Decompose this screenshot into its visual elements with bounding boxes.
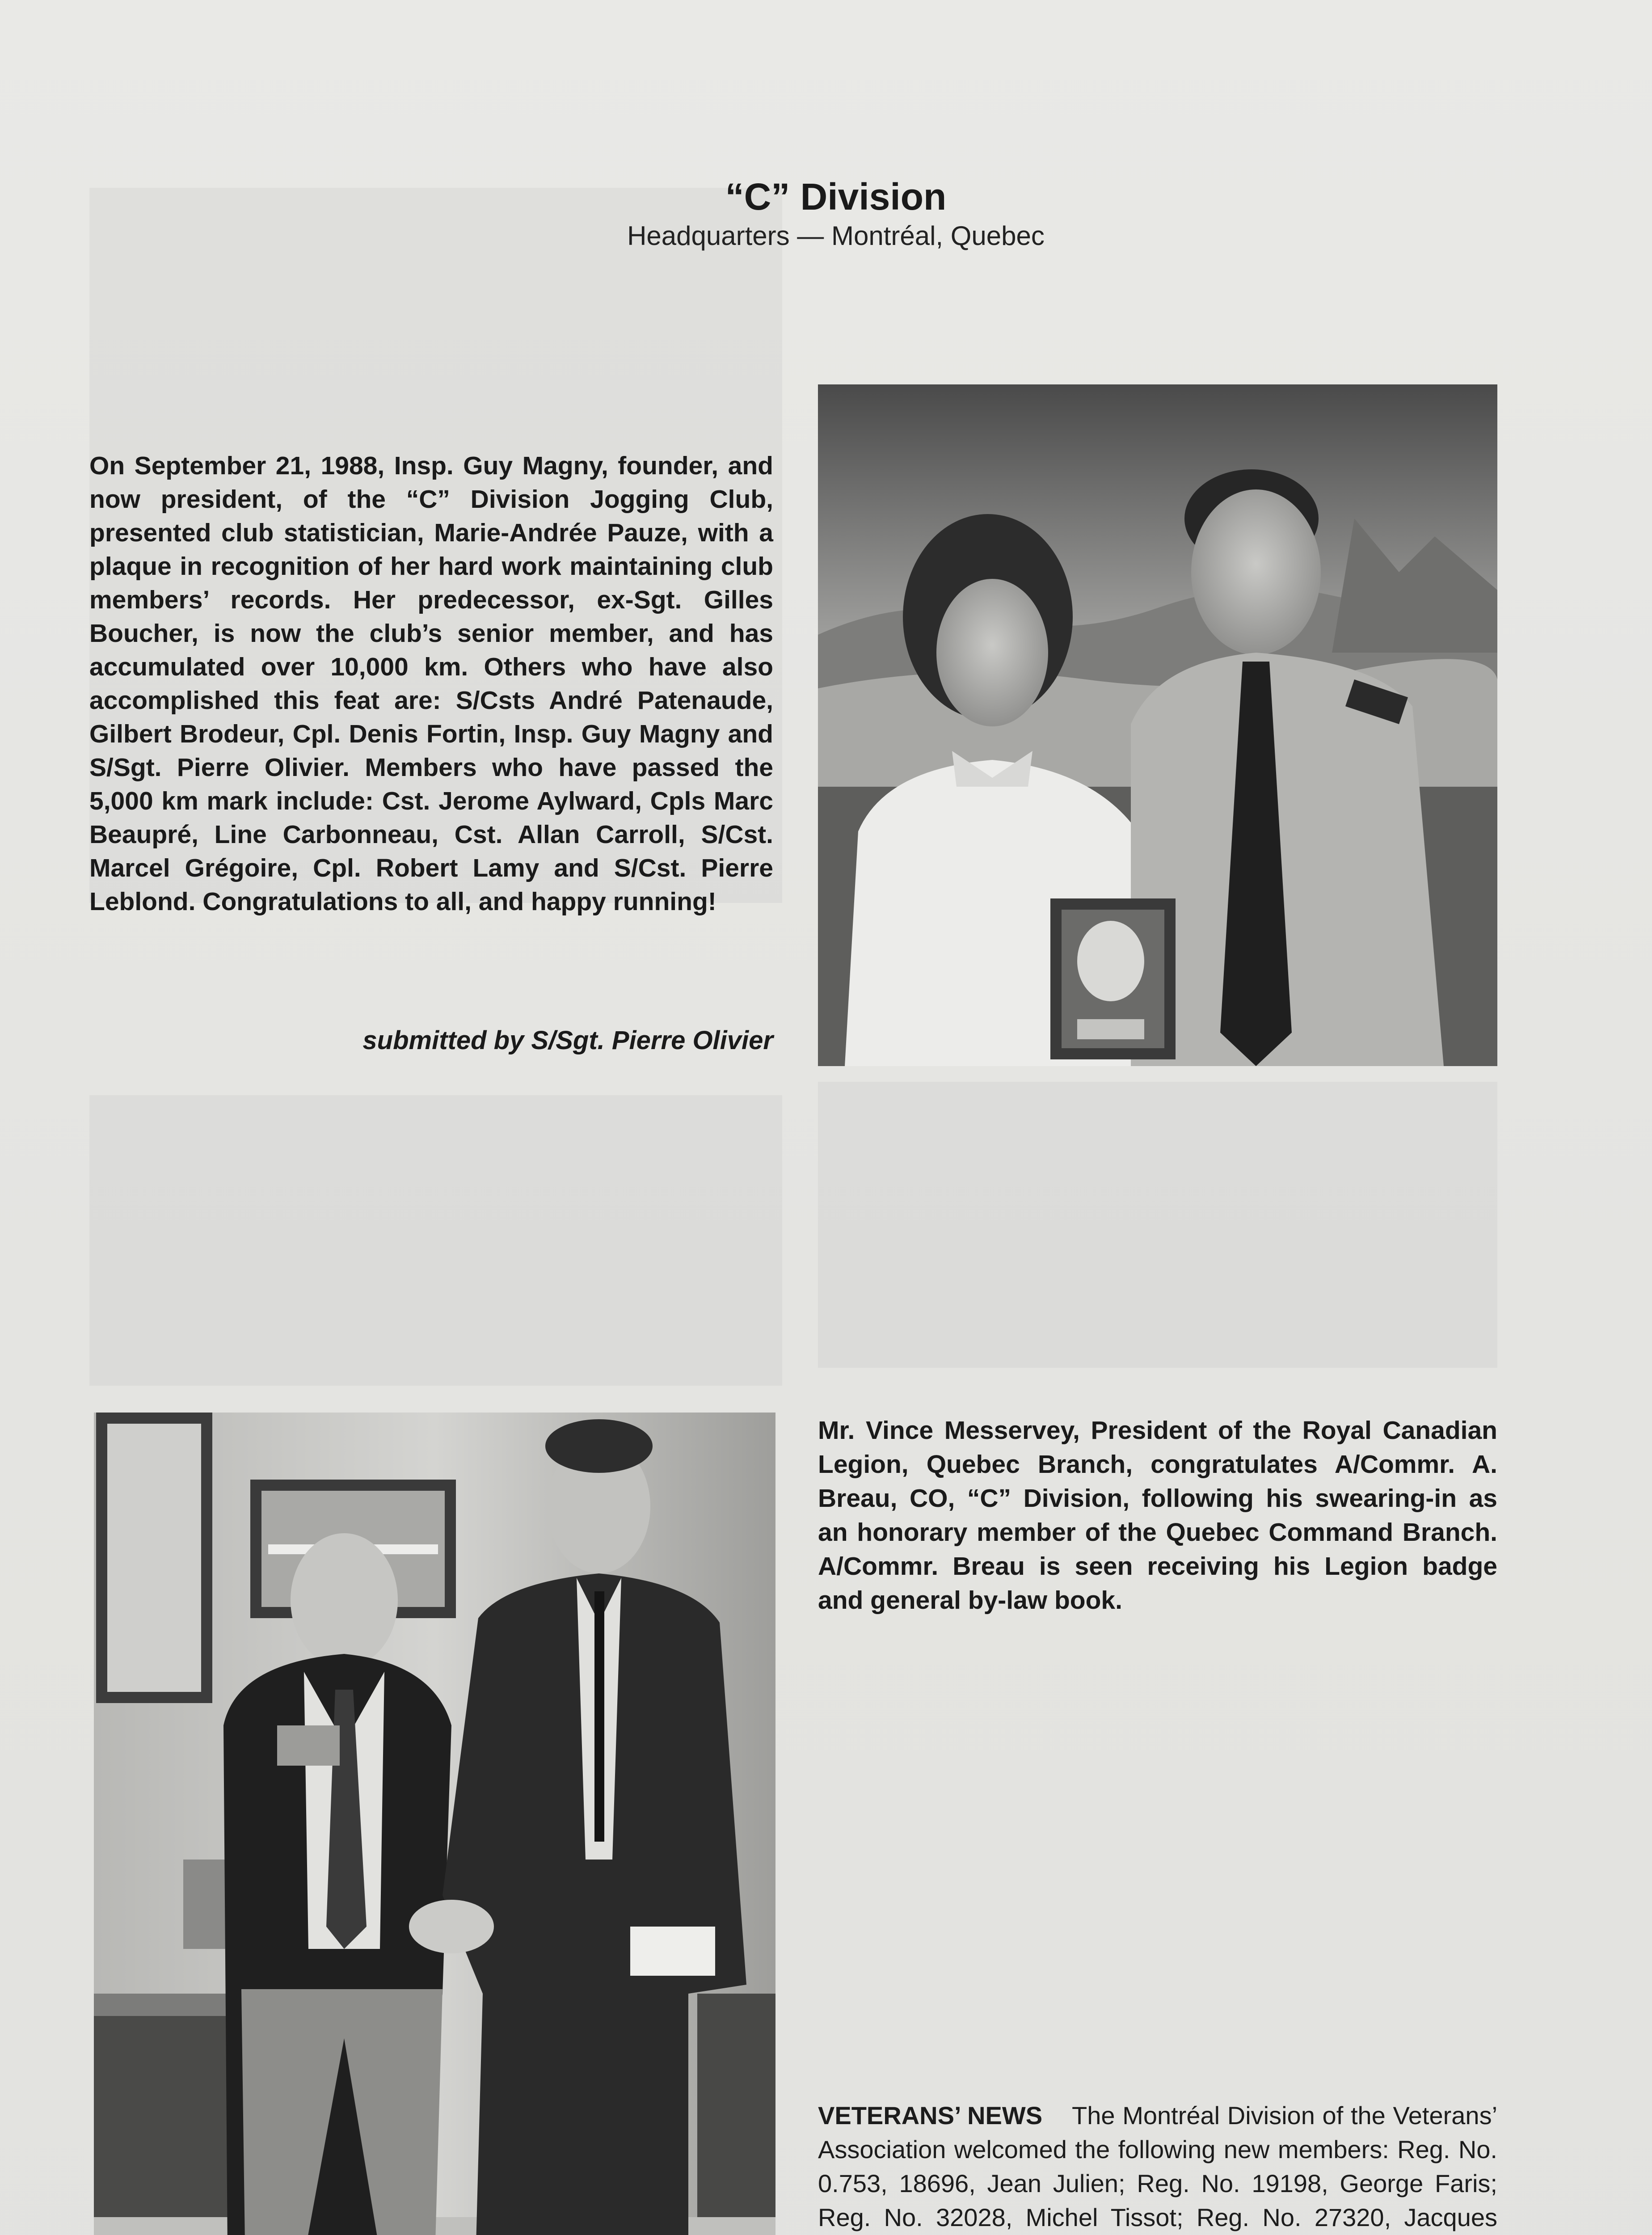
legion-handshake-photo [94,1413,775,2235]
plaque-presentation-photo-drawing [818,384,1497,1066]
veterans-news-heading: VETERANS’ NEWS [818,2101,1043,2130]
section-title: “C” Division [725,176,947,218]
bleed-through-shade [818,1082,1497,1368]
legion-handshake-photo-drawing [94,1413,775,2235]
story-byline: submitted by S/Sgt. Pierre Olivier [362,1026,773,1055]
bleed-through-shade [89,1095,782,1386]
legion-photo-caption: Mr. Vince Messervey, President of the Royal Canadian Legion, Quebec Branch, congratulates A/Commr. A. Breau, CO, “C” Division, following his swearing-in as an honorary member of the Quebec Command Branch. A/Commr. Breau is seen receiving his Legion badge and general by-law book. [818,1416,1497,1615]
section-header [554,175,1117,254]
jogging-club-story: On September 21, 1988, Insp. Guy Magny, founder, and now president, of the “C” Division Jogging Club, presented club statistician, Marie-Andrée Pauze, with a plaque in recognition of her hard work maintaining club members’ records. Her predecessor, ex-Sgt. Gilles Boucher, is now the club’s senior member, and has accumulated over 10,000 km. Others who have also accomplished this feat are: S/Csts André Patenaude, Gilbert Brodeur, Cpl. Denis Fortin, Insp. Guy Magny and S/Sgt. Pierre Olivier. Members who have passed the 5,000 km mark include: Cst. Jerome Aylward, Cpls Marc Beaupré, Line Carbonneau, Cst. Allan Carroll, S/Cst. Marcel Grégoire, Cpl. Robert Lamy and S/Cst. Pierre Leblond. Congratulations to all, and happy running! [89,451,773,916]
veterans-news-separator [1050,2101,1065,2130]
plaque-presentation-photo [818,384,1497,1066]
veterans-news-body: The Montréal Division of the Veterans’ Association welcomed the following new members: Reg. No. 0.753, 18696, Jean Julien; Reg. No. 19198, George Faris; Reg. No. 32028, Michel Tissot; Reg. No. 27320, Jacques [818,2101,1498,2231]
section-subtitle: Headquarters — Montréal, Quebec [627,221,1045,251]
veterans-news-story [818,2099,1497,2235]
